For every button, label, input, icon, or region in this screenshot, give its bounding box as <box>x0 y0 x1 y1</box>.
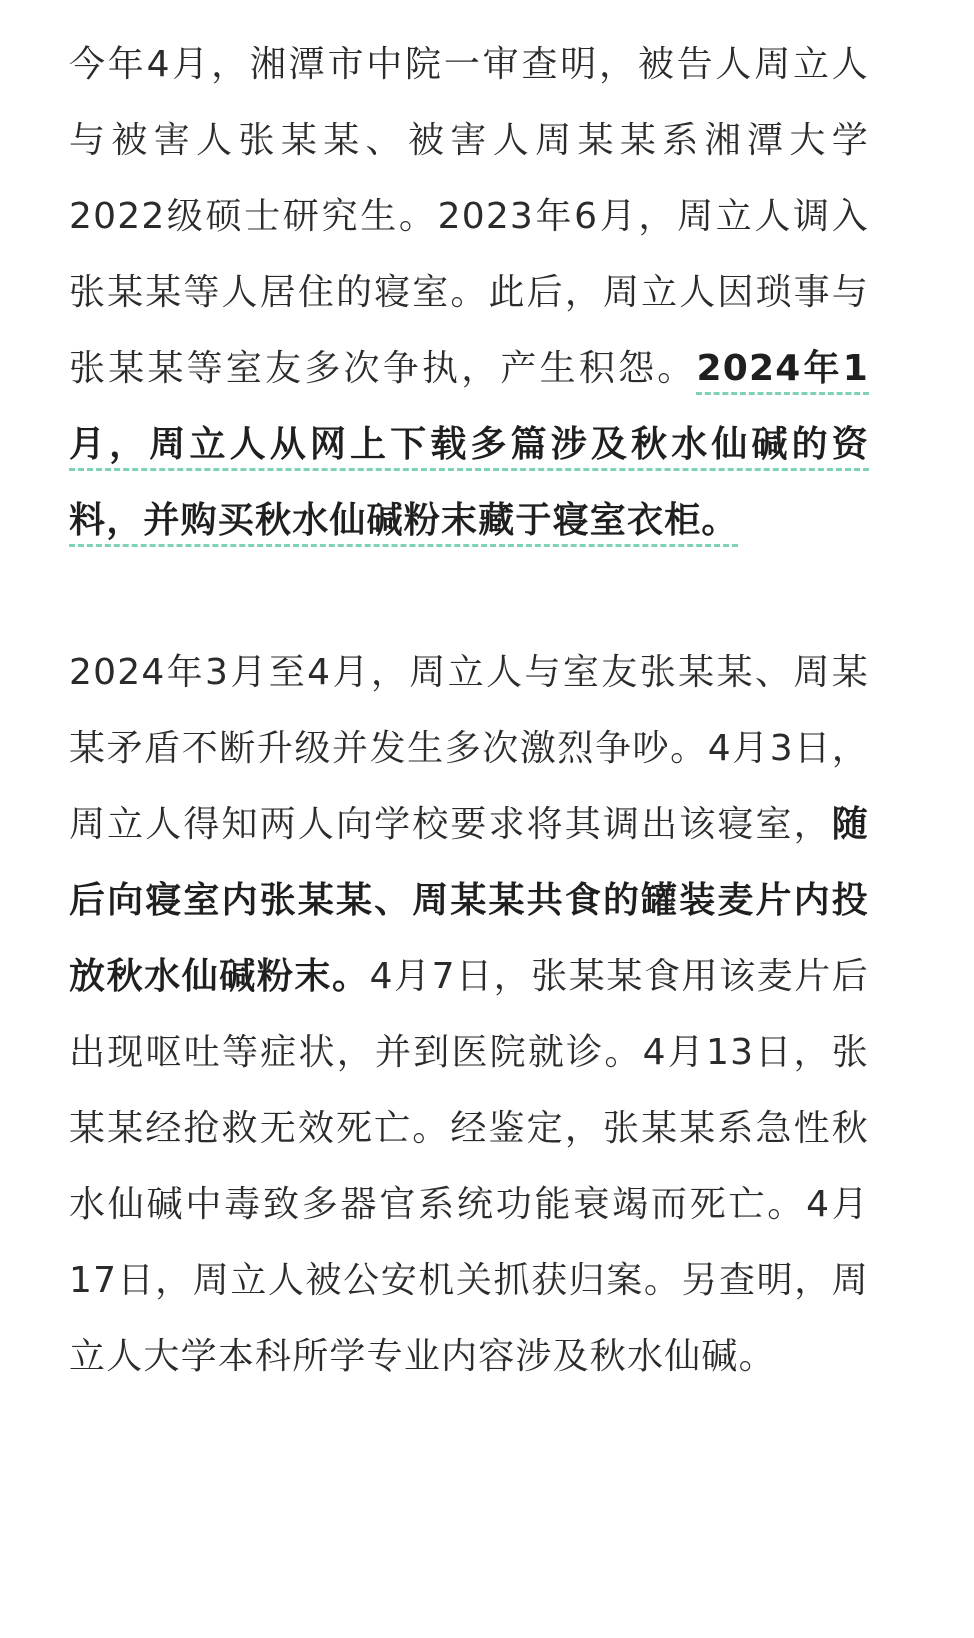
paragraph-2-bold: 随后向寝室内张某某、周某某共食的罐装麦片内投放秋水仙碱粉末。 <box>69 804 869 997</box>
paragraph-1 <box>69 27 869 559</box>
paragraph-2 <box>69 635 869 1395</box>
paragraph-1-text: 今年4月，湘潭市中院一审查明，被告人周立人与被害人张某某、被害人周某某系湘潭大学2022级硕士研究生。2023年6月，周立人调入张某某等人居住的寝室。此后，周立人因琐事与张某某等室友多次争执，产生积怨。 <box>69 44 869 389</box>
paragraph-1-highlight: 2024年1月，周立人从网上下载多篇涉及秋水仙碱的资料，并购买秋水仙碱粉末藏于寝室衣柜。 <box>69 348 869 541</box>
article-body <box>69 27 869 1395</box>
paragraph-2-text-end: 4月7日，张某某食用该麦片后出现呕吐等症状，并到医院就诊。4月13日，张某某经抢救无效死亡。经鉴定，张某某系急性秋水仙碱中毒致多器官系统功能衰竭而死亡。4月17日，周立人被公安机关抓获归案。另查明，周立人大学本科所学专业内容涉及秋水仙碱。 <box>69 956 870 1377</box>
paragraph-2-text-start: 2024年3月至4月，周立人与室友张某某、周某某矛盾不断升级并发生多次激烈争吵。4月3日，周立人得知两人向学校要求将其调出该寝室， <box>69 652 869 845</box>
